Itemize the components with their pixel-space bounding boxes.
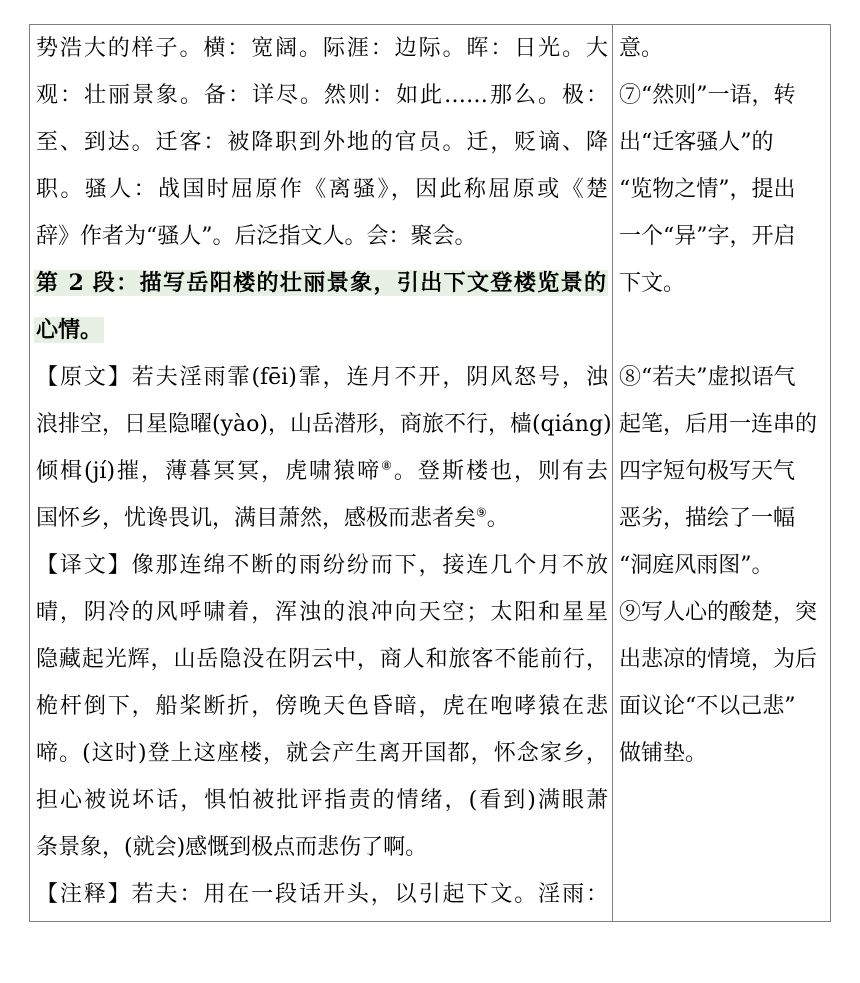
left-line: 辞》作者为“骚人”。后泛指文人。会：聚会。	[36, 224, 477, 249]
notes-line: 【注释】若夫：用在一段话开头，以引起下文。淫雨：	[36, 882, 608, 907]
annotation-table	[29, 24, 831, 922]
translation-line: 担心被说坏话，惧怕被批评指责的情绪，(看到)满眼萧	[36, 788, 608, 813]
section-heading	[36, 260, 608, 307]
section-heading-text: 心情。	[36, 317, 103, 343]
left-line: 职。骚人：战国时屈原作《离骚》，因此称屈原或《楚	[36, 177, 608, 202]
commentary-line: 出悲凉的情境，为后	[619, 647, 818, 672]
commentary-line: 恶劣，描绘了一幅	[619, 506, 796, 531]
translation-line: 【译文】像那连绵不断的雨纷纷而下，接连几个月不放	[36, 553, 608, 578]
original-text-part: 倾楫(jí)摧，薄暮冥冥，虎啸猿啼	[36, 459, 382, 484]
original-text-part: 。登斯楼也，则有去	[393, 459, 608, 484]
footnote-marker: ⑧	[381, 458, 394, 473]
original-text-line	[36, 448, 608, 495]
original-text-part: 国怀乡，忧谗畏讥，满目萧然，感极而悲者矣	[36, 506, 477, 531]
translation-line: 桅杆倒下，船桨断折，傍晚天色昏暗，虎在咆哮猿在悲	[36, 694, 608, 719]
commentary-line: “览物之情”，提出	[619, 177, 796, 202]
commentary-line: ⑨写人心的酸楚，突	[619, 600, 818, 625]
original-text-line: 浪排空，日星隐曜(yào)，山岳潜形，商旅不行，樯(qiáng)	[36, 412, 612, 437]
original-text-line: 【原文】若夫淫雨霏(fēi)霏，连月不开，阴风怒号，浊	[36, 365, 608, 390]
commentary-line: “洞庭风雨图”。	[619, 553, 774, 578]
commentary-line: 一个“异”字，开启	[619, 224, 796, 249]
translation-line: 隐藏起光辉，山岳隐没在阴云中，商人和旅客不能前行，	[36, 647, 608, 672]
commentary-line: ⑦“然则”一语，转	[619, 83, 796, 108]
commentary-line: 做铺垫。	[619, 741, 708, 766]
column-divider	[612, 25, 613, 921]
commentary-line: ⑧“若夫”虚拟语气	[619, 365, 796, 390]
translation-line: 啼。(这时)登上这座楼，就会产生离开国都，怀念家乡，	[36, 741, 608, 766]
commentary-line: 面议论“不以己悲”	[619, 694, 796, 719]
translation-line: 晴，阴冷的风呼啸着，浑浊的浪冲向天空；太阳和星星	[36, 600, 608, 625]
commentary-line: 下文。	[619, 271, 686, 296]
commentary-line: 四字短句极写天气	[619, 459, 796, 484]
left-line: 势浩大的样子。横：宽阔。际涯：边际。晖：日光。大	[36, 36, 608, 61]
left-line: 观：壮丽景象。备：详尽。然则：如此……那么。极：	[36, 83, 608, 108]
section-heading-text: 第 2 段：描写岳阳楼的壮丽景象，引出下文登楼览景的	[36, 270, 606, 296]
translation-line: 条景象，(就会)感慨到极点而悲伤了啊。	[36, 835, 428, 860]
left-line: 至、到达。迁客：被降职到外地的官员。迁，贬谪、降	[36, 130, 608, 155]
commentary-line: 起笔，后用一连串的	[619, 412, 818, 437]
commentary-line: 出“迁客骚人”的	[619, 130, 774, 155]
commentary-line: 意。	[619, 36, 664, 61]
original-text-part: 。	[486, 506, 509, 531]
footnote-marker: ⑨	[476, 505, 487, 520]
original-text-line	[36, 495, 608, 542]
section-heading-cont	[36, 307, 608, 354]
